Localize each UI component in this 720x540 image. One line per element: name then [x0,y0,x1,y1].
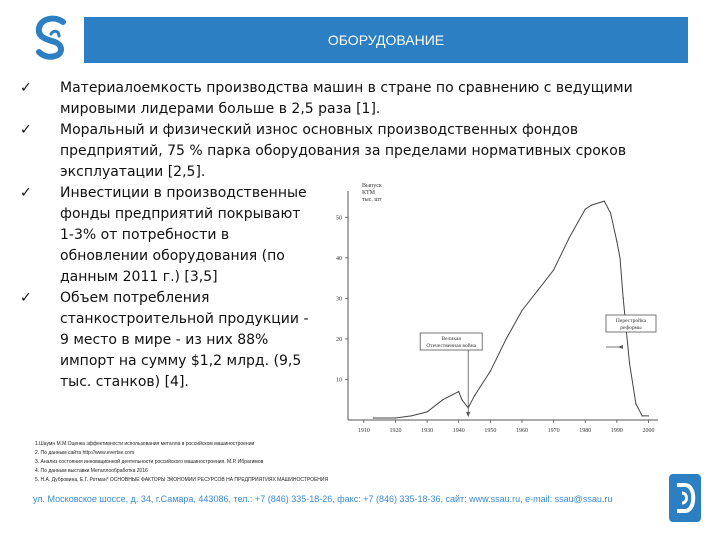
header-bar [84,17,688,63]
machine-tool-output-chart [313,175,675,445]
reference-item: 1.Шаумн М.М.Оценка эффективности использования металла в российском машиностроении [35,441,255,447]
data-point [642,415,643,416]
data-point [623,298,624,299]
data-point [461,399,462,400]
checkmark-icon: ✓ [20,122,32,138]
x-tick-label: 2000 [642,428,655,434]
x-tick-label: 1930 [421,428,434,434]
bullet-line: мировыми лидерами больше в 2,5 раза [1]. [60,101,381,117]
data-point [604,200,605,201]
bullet-line: фонды предприятий покрывают [60,206,301,222]
reference-item: 2. По данным сайта http://www.evertse.com [35,450,135,456]
bullet-line: Инвестиции в производственные [60,185,307,201]
references [35,440,328,485]
bullet-line: 9 место в мире - из них 88% [60,332,269,348]
data-point [411,415,412,416]
bullet-line: 1-3% от потребности в [60,227,230,243]
checkmark-icon: ✓ [20,80,32,96]
bullet-item-consumption [20,288,315,393]
bullet-line: Материалоемкость производства машин в стране по сравнению с ведущими [60,80,633,96]
bullet-line: данным 2011 г.) [3,5] [60,269,218,285]
data-point [373,417,374,418]
reference-item: 4. По данным выставки Металлообработка 2016 [35,468,148,474]
bullet-line: обновлении оборудования (по [60,248,285,264]
data-point [635,403,636,404]
data-point [553,269,554,270]
y-tick-label: 50 [336,215,342,222]
data-point [616,241,617,242]
university-logo-icon [33,14,71,62]
data-point [569,237,570,238]
data-point [648,415,649,416]
data-point [474,395,475,396]
data-point [442,399,443,400]
data-point [585,209,586,210]
data-point [619,257,620,258]
y-axis-label: Выпуск КТМ тыс. шт [362,183,382,203]
data-point [458,391,459,392]
data-point [537,290,538,291]
data-point [521,310,522,311]
x-tick-label: 1990 [610,428,623,434]
annotation-perestroika-line2: реформы [620,325,642,331]
bullet-line: предприятий, 75 % парка оборудования за пределами нормативных сроков [60,143,627,159]
annotation-perestroika-line1: Перестройка [615,318,647,324]
annotation-war-line1: Великая [441,336,461,342]
checkmark-icon: ✓ [20,290,32,306]
annotation-war-arrowhead [466,412,470,417]
data-point [610,213,611,214]
annotation-war-line2: Отечественная война [426,343,477,349]
x-tick-label: 1950 [484,428,497,434]
bullet-line: эксплуатации [2,5]. [60,164,206,180]
bullet-line: Объем потребления [60,290,210,306]
x-tick-label: 1910 [357,428,370,434]
checkmark-icon: ✓ [20,185,32,201]
data-point [629,363,630,364]
bullet-line: Моральный и физический износ основных производственных фондов [60,122,579,138]
bullet-item-investments [20,183,315,288]
data-point [490,371,491,372]
x-tick-label: 1940 [452,428,465,434]
series-line [373,201,648,418]
y-tick-label: 30 [336,296,342,303]
bullet-line: станкостроительной продукции - [60,311,309,327]
bullet-item-equipment-wear [20,120,690,183]
bullet-item-material-intensity [20,78,690,120]
reference-item: 5. Н.А. Дубровина, Е.Г. Ротман* ОСНОВНЫЕ ФАКТОРЫ ЭКОНОМИИ РЕСУРСОВ НА ПРЕДПРИЯТИЯХ МАШИНОСТРОЕНИЯ [35,477,329,483]
bullet-line: тыс. станков) [4]. [60,374,189,390]
data-point [591,205,592,206]
y-tick-label: 20 [336,336,342,343]
data-point [395,417,396,418]
reference-item: 3. Анализ состояния инновационной деятельности российского машиностроения. М.Р. Ибрагимов [35,459,264,465]
y-tick-label: 40 [336,255,342,262]
page-title: ОБОРУДОВАНИЕ [327,32,445,48]
x-tick-label: 1960 [515,428,528,434]
data-point [506,338,507,339]
bullet-line: импорт на сумму $1,2 млрд. (9,5 [60,353,302,369]
x-tick-label: 1980 [579,428,592,434]
x-tick-label: 1920 [389,428,402,434]
footer-contact-info: ул. Московское шоссе, д. 34, г.Самара, 443086, тел.: +7 (846) 335-18-26, факс: +7 (846) 335-18-36, сайт: www.ssau.ru, e-mail: ssau@ssau.ru [33,494,613,504]
footer-logo-icon [668,473,702,523]
x-tick-label: 1970 [547,428,560,434]
y-tick-label: 10 [336,377,342,384]
annotation-perestroika-arrowhead [618,345,623,349]
data-point [426,411,427,412]
